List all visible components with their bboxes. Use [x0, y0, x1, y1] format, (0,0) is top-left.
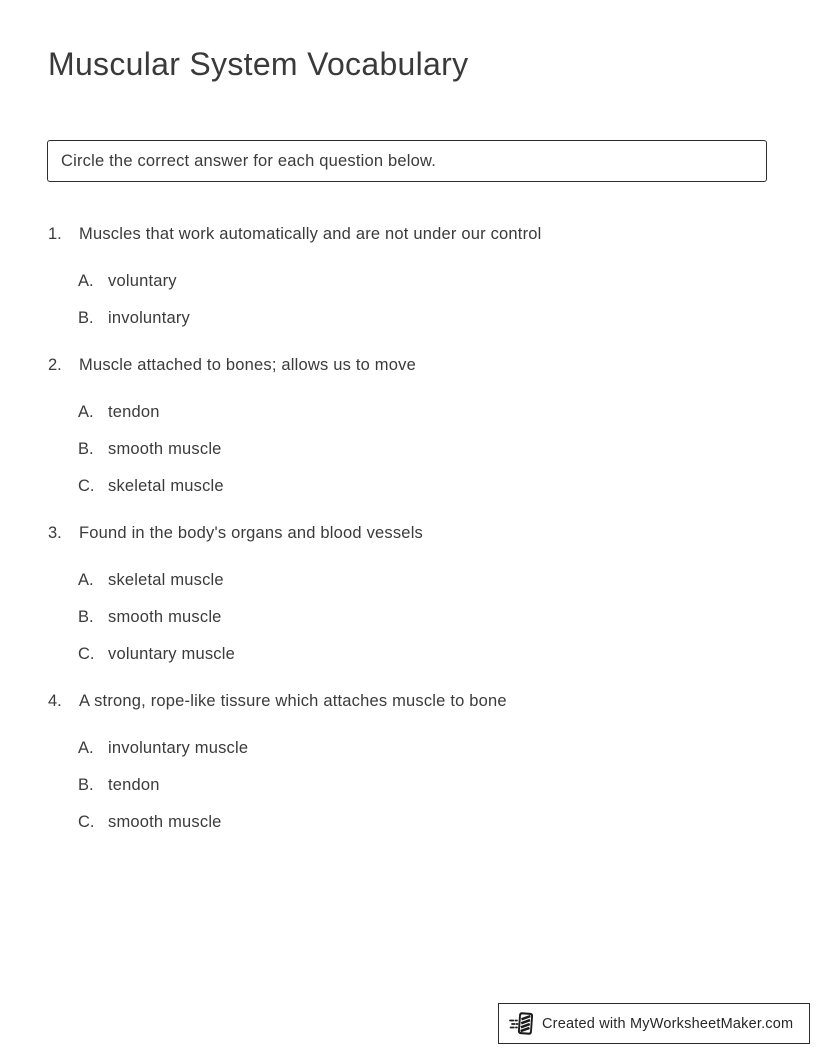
answer-option[interactable] — [78, 643, 768, 665]
answer-option[interactable] — [78, 737, 768, 759]
option-letter: C. — [78, 813, 95, 831]
question-block — [48, 690, 768, 833]
answer-option[interactable] — [78, 475, 768, 497]
page-title: Muscular System Vocabulary — [48, 46, 469, 82]
option-list — [48, 737, 768, 833]
question-list — [48, 223, 768, 833]
question-text: Found in the body's organs and blood vessels — [79, 524, 424, 542]
option-text: skeletal muscle — [108, 477, 224, 495]
option-text: smooth muscle — [108, 608, 222, 626]
question-block — [48, 522, 768, 665]
option-list — [48, 569, 768, 665]
option-text: tendon — [108, 403, 160, 421]
question-text: Muscles that work automatically and are not under our control — [79, 225, 542, 243]
credit-text: Created with MyWorksheetMaker.com — [542, 1015, 794, 1032]
option-letter: A. — [78, 739, 94, 757]
question-block — [48, 354, 768, 497]
option-letter: A. — [78, 403, 94, 421]
instruction-box — [47, 140, 767, 182]
option-text: tendon — [108, 776, 160, 794]
option-text: involuntary — [108, 309, 190, 327]
question-number: 2. — [48, 356, 62, 374]
credit-badge[interactable] — [498, 1003, 810, 1044]
answer-option[interactable] — [78, 606, 768, 628]
option-letter: C. — [78, 477, 95, 495]
instruction-text: Circle the correct answer for each question below. — [61, 151, 437, 170]
answer-option[interactable] — [78, 270, 768, 292]
option-letter: B. — [78, 608, 94, 626]
option-text: voluntary muscle — [108, 645, 235, 663]
option-text: skeletal muscle — [108, 571, 224, 589]
question-block — [48, 223, 768, 329]
option-list — [48, 270, 768, 329]
option-letter: A. — [78, 571, 94, 589]
option-letter: B. — [78, 309, 94, 327]
answer-option[interactable] — [78, 811, 768, 833]
answer-option[interactable] — [78, 569, 768, 591]
question-text: Muscle attached to bones; allows us to move — [79, 356, 416, 374]
question-number: 1. — [48, 225, 62, 243]
answer-option[interactable] — [78, 438, 768, 460]
question-number: 4. — [48, 692, 62, 710]
option-text: involuntary muscle — [108, 739, 249, 757]
option-letter: B. — [78, 776, 94, 794]
option-text: voluntary — [108, 272, 177, 290]
answer-option[interactable] — [78, 774, 768, 796]
answer-option[interactable] — [78, 401, 768, 423]
question-text: A strong, rope-like tissure which attaches muscle to bone — [79, 692, 507, 710]
option-list — [48, 401, 768, 497]
option-letter: B. — [78, 440, 94, 458]
flying-worksheet-icon — [509, 1010, 535, 1037]
option-text: smooth muscle — [108, 440, 222, 458]
question-number: 3. — [48, 524, 62, 542]
option-text: smooth muscle — [108, 813, 222, 831]
option-letter: A. — [78, 272, 94, 290]
option-letter: C. — [78, 645, 95, 663]
answer-option[interactable] — [78, 307, 768, 329]
